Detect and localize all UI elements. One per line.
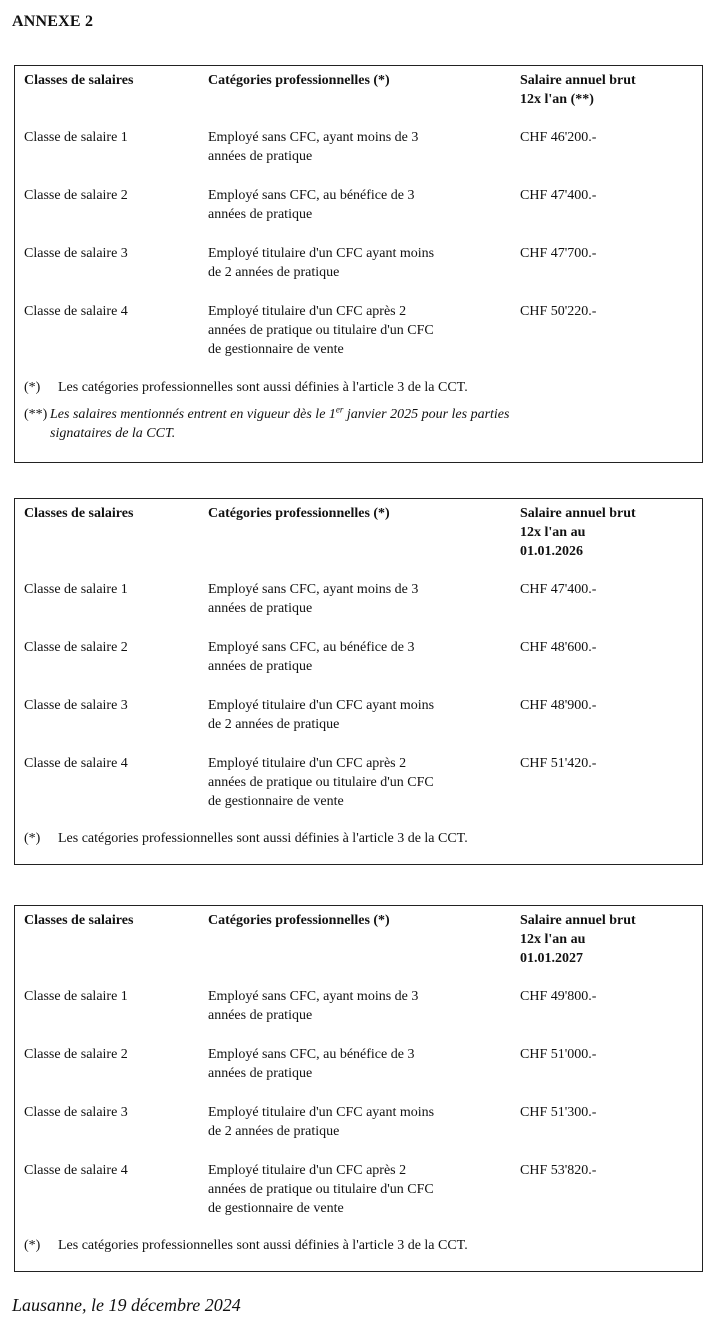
category-line: de gestionnaire de vente (208, 342, 344, 357)
signature-place-date: Lausanne, le 19 décembre 2024 (12, 1295, 241, 1315)
table-row (15, 186, 702, 244)
header-salary-line: 12x l'an au (520, 525, 586, 540)
table-row (15, 638, 702, 696)
category-line: Employé titulaire d'un CFC après 2 (208, 304, 407, 319)
category (208, 1045, 498, 1083)
salary-table-2025 (14, 65, 703, 463)
table-row (15, 1161, 702, 1225)
header-salary-line: 01.01.2027 (520, 951, 583, 966)
salary-amount: CHF 47'400.- (520, 582, 597, 597)
table-row (15, 580, 702, 638)
category-line: années de pratique (208, 601, 313, 616)
salary-class: Classe de salaire 3 (24, 246, 128, 261)
header-classes: Classes de salaires (24, 506, 134, 521)
header-salary-line: Salaire annuel brut (520, 506, 636, 521)
salary-class: Classe de salaire 1 (24, 130, 128, 145)
footnote-mark: (*) (24, 1238, 41, 1253)
category-line: Employé titulaire d'un CFC ayant moins (208, 1105, 435, 1120)
category-line: Employé titulaire d'un CFC après 2 (208, 1163, 407, 1178)
category (208, 696, 498, 734)
salary-class: Classe de salaire 2 (24, 640, 128, 655)
category-line: années de pratique ou titulaire d'un CFC (208, 323, 434, 338)
header-salary-line: 01.01.2026 (520, 544, 583, 559)
category (208, 186, 498, 224)
salary-amount: CHF 50'220.- (520, 304, 597, 319)
category (208, 638, 498, 676)
salary-amount: CHF 48'900.- (520, 698, 597, 713)
footnote-text: Les catégories professionnelles sont aussi définies à l'article 3 de la CCT. (58, 1238, 468, 1253)
category-line: années de pratique ou titulaire d'un CFC (208, 775, 434, 790)
header-salary-line: Salaire annuel brut (520, 913, 636, 928)
salary-class: Classe de salaire 4 (24, 1163, 128, 1178)
category (208, 987, 498, 1025)
category-line: Employé sans CFC, au bénéfice de 3 (208, 188, 415, 203)
header-categories: Catégories professionnelles (*) (208, 913, 390, 928)
header-salary (520, 504, 690, 561)
footnote-part: janvier 2025 pour les parties (343, 407, 510, 422)
header-salary (520, 911, 690, 968)
footnote-part: Les salaires mentionnés entrent en vigueur dès le 1 (50, 407, 336, 422)
category (208, 580, 498, 618)
category-line: de 2 années de pratique (208, 265, 340, 280)
footnote-superscript: er (335, 404, 344, 415)
category-line: années de pratique (208, 1066, 313, 1081)
table-row (15, 754, 702, 818)
table-row (15, 302, 702, 366)
salary-amount: CHF 47'400.- (520, 188, 597, 203)
table-row (15, 1045, 702, 1103)
category (208, 1161, 498, 1218)
category-line: de 2 années de pratique (208, 1124, 340, 1139)
salary-table-2027 (14, 905, 703, 1272)
category-line: années de pratique (208, 207, 313, 222)
table-row (15, 1103, 702, 1161)
salary-amount: CHF 53'820.- (520, 1163, 597, 1178)
header-classes: Classes de salaires (24, 913, 134, 928)
salary-class: Classe de salaire 1 (24, 989, 128, 1004)
header-categories: Catégories professionnelles (*) (208, 73, 390, 88)
salary-class: Classe de salaire 3 (24, 698, 128, 713)
salary-class: Classe de salaire 2 (24, 1047, 128, 1062)
salary-amount: CHF 48'600.- (520, 640, 597, 655)
header-salary (520, 71, 690, 109)
salary-class: Classe de salaire 3 (24, 1105, 128, 1120)
category-line: années de pratique (208, 1008, 313, 1023)
category-line: années de pratique ou titulaire d'un CFC (208, 1182, 434, 1197)
category-line: de gestionnaire de vente (208, 794, 344, 809)
footnote-mark: (*) (24, 831, 41, 846)
category-line: Employé sans CFC, au bénéfice de 3 (208, 1047, 415, 1062)
category-line: de 2 années de pratique (208, 717, 340, 732)
table-row (15, 696, 702, 754)
category (208, 754, 498, 811)
footnote-line: signataires de la CCT. (50, 426, 176, 441)
header-classes: Classes de salaires (24, 73, 134, 88)
category-line: années de pratique (208, 149, 313, 164)
salary-class: Classe de salaire 4 (24, 304, 128, 319)
category-line: Employé sans CFC, ayant moins de 3 (208, 989, 419, 1004)
category-line: Employé sans CFC, ayant moins de 3 (208, 130, 419, 145)
footnote-mark: (**) (24, 407, 48, 422)
salary-class: Classe de salaire 2 (24, 188, 128, 203)
salary-amount: CHF 49'800.- (520, 989, 597, 1004)
salary-amount: CHF 51'300.- (520, 1105, 597, 1120)
table-row (15, 128, 702, 186)
category-line: Employé titulaire d'un CFC ayant moins (208, 246, 435, 261)
salary-amount: CHF 51'000.- (520, 1047, 597, 1062)
table-row (15, 987, 702, 1045)
footnote-text: Les catégories professionnelles sont aussi définies à l'article 3 de la CCT. (58, 831, 468, 846)
salary-class: Classe de salaire 1 (24, 582, 128, 597)
category-line: Employé sans CFC, au bénéfice de 3 (208, 640, 415, 655)
category-line: de gestionnaire de vente (208, 1201, 344, 1216)
category (208, 244, 498, 282)
footnote-text (50, 405, 509, 443)
salary-amount: CHF 51'420.- (520, 756, 597, 771)
footnote-mark: (*) (24, 380, 41, 395)
salary-amount: CHF 47'700.- (520, 246, 597, 261)
category (208, 1103, 498, 1141)
page-title: ANNEXE 2 (12, 13, 94, 30)
salary-amount: CHF 46'200.- (520, 130, 597, 145)
category-line: années de pratique (208, 659, 313, 674)
header-salary-line: 12x l'an (**) (520, 92, 594, 107)
header-salary-line: Salaire annuel brut (520, 73, 636, 88)
table-row (15, 244, 702, 302)
salary-class: Classe de salaire 4 (24, 756, 128, 771)
salary-table-2026 (14, 498, 703, 865)
header-salary-line: 12x l'an au (520, 932, 586, 947)
category-line: Employé titulaire d'un CFC ayant moins (208, 698, 435, 713)
footnote-text: Les catégories professionnelles sont aussi définies à l'article 3 de la CCT. (58, 380, 468, 395)
category (208, 302, 498, 359)
category (208, 128, 498, 166)
header-categories: Catégories professionnelles (*) (208, 506, 390, 521)
category-line: Employé sans CFC, ayant moins de 3 (208, 582, 419, 597)
category-line: Employé titulaire d'un CFC après 2 (208, 756, 407, 771)
